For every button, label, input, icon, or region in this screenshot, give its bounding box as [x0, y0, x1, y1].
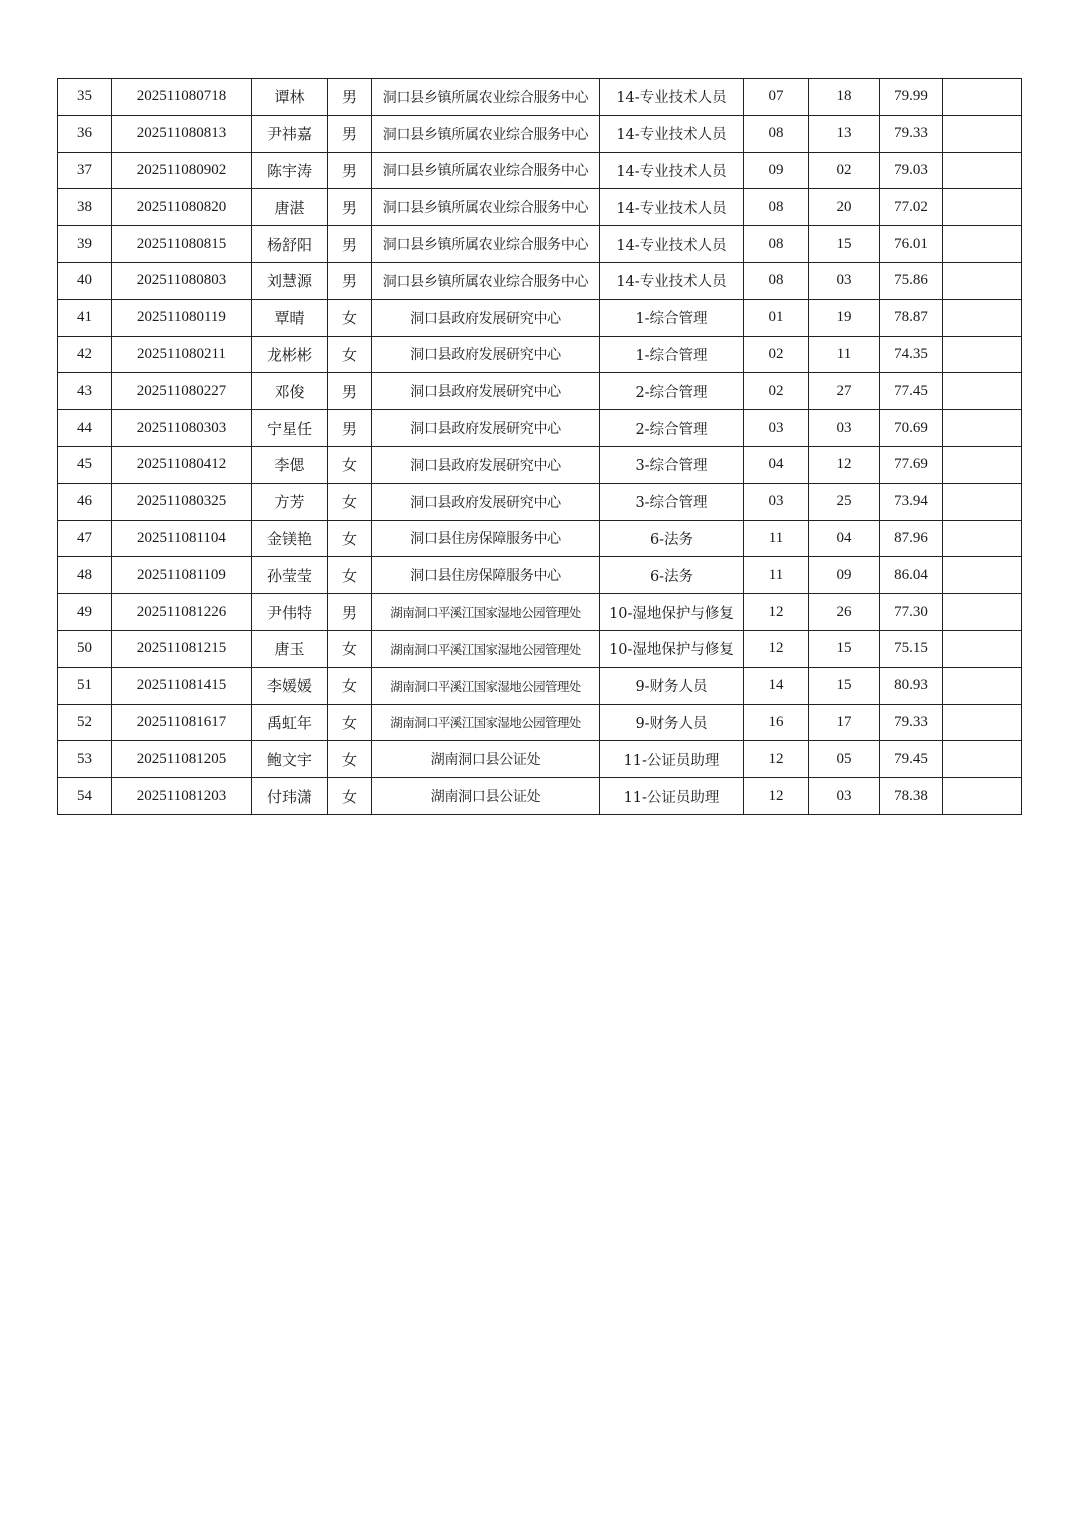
cell-unit: 洞口县政府发展研究中心: [372, 483, 600, 520]
cell-row-number: 36: [58, 115, 112, 152]
cell-score: 77.30: [880, 594, 943, 631]
cell-name: 李媛媛: [252, 667, 328, 704]
results-table: [57, 78, 1022, 815]
cell-post: 1-综合管理: [600, 299, 744, 336]
cell-gender: 女: [328, 741, 372, 778]
cell-gender: 男: [328, 189, 372, 226]
cell-score: 78.38: [880, 778, 943, 815]
cell-group: 11: [744, 520, 809, 557]
cell-row-number: 44: [58, 410, 112, 447]
cell-group: 04: [744, 446, 809, 483]
cell-score: 75.15: [880, 630, 943, 667]
cell-draw-number: 11: [809, 336, 880, 373]
cell-unit: 湖南洞口县公证处: [372, 778, 600, 815]
cell-group: 08: [744, 226, 809, 263]
cell-name: 宁星任: [252, 410, 328, 447]
table-row: [58, 152, 1022, 189]
cell-name: 刘慧源: [252, 262, 328, 299]
cell-gender: 女: [328, 630, 372, 667]
table-row: [58, 79, 1022, 116]
cell-gender: 男: [328, 79, 372, 116]
cell-gender: 女: [328, 336, 372, 373]
cell-name: 陈宇涛: [252, 152, 328, 189]
cell-post: 14-专业技术人员: [600, 115, 744, 152]
cell-name: 禹虹年: [252, 704, 328, 741]
cell-row-number: 49: [58, 594, 112, 631]
cell-draw-number: 12: [809, 446, 880, 483]
cell-group: 01: [744, 299, 809, 336]
cell-post: 14-专业技术人员: [600, 262, 744, 299]
cell-score: 79.03: [880, 152, 943, 189]
cell-exam-id: 202511080902: [112, 152, 252, 189]
cell-group: 14: [744, 667, 809, 704]
cell-remark: [943, 778, 1022, 815]
cell-score: 79.33: [880, 115, 943, 152]
cell-exam-id: 202511081226: [112, 594, 252, 631]
cell-group: 02: [744, 336, 809, 373]
cell-name: 唐玉: [252, 630, 328, 667]
cell-post: 14-专业技术人员: [600, 79, 744, 116]
cell-score: 74.35: [880, 336, 943, 373]
table-row: [58, 667, 1022, 704]
cell-name: 尹伟特: [252, 594, 328, 631]
cell-unit: 湖南洞口平溪江国家湿地公园管理处: [372, 594, 600, 631]
table-body: [58, 79, 1022, 815]
table-row: [58, 483, 1022, 520]
cell-post: 14-专业技术人员: [600, 226, 744, 263]
cell-score: 80.93: [880, 667, 943, 704]
cell-group: 02: [744, 373, 809, 410]
cell-score: 77.69: [880, 446, 943, 483]
cell-unit: 洞口县政府发展研究中心: [372, 299, 600, 336]
cell-gender: 女: [328, 299, 372, 336]
cell-row-number: 45: [58, 446, 112, 483]
cell-unit: 洞口县政府发展研究中心: [372, 410, 600, 447]
cell-group: 03: [744, 483, 809, 520]
cell-exam-id: 202511081109: [112, 557, 252, 594]
cell-post: 11-公证员助理: [600, 778, 744, 815]
cell-exam-id: 202511080303: [112, 410, 252, 447]
cell-unit: 湖南洞口平溪江国家湿地公园管理处: [372, 630, 600, 667]
cell-name: 杨舒阳: [252, 226, 328, 263]
table-row: [58, 741, 1022, 778]
cell-draw-number: 25: [809, 483, 880, 520]
cell-score: 73.94: [880, 483, 943, 520]
cell-gender: 男: [328, 226, 372, 263]
cell-gender: 女: [328, 520, 372, 557]
cell-post: 9-财务人员: [600, 704, 744, 741]
cell-exam-id: 202511080412: [112, 446, 252, 483]
cell-row-number: 37: [58, 152, 112, 189]
cell-remark: [943, 520, 1022, 557]
table-row: [58, 410, 1022, 447]
cell-exam-id: 202511080119: [112, 299, 252, 336]
cell-group: 11: [744, 557, 809, 594]
table-row: [58, 189, 1022, 226]
cell-gender: 女: [328, 557, 372, 594]
cell-post: 14-专业技术人员: [600, 152, 744, 189]
cell-draw-number: 05: [809, 741, 880, 778]
cell-draw-number: 02: [809, 152, 880, 189]
cell-draw-number: 15: [809, 630, 880, 667]
cell-gender: 女: [328, 778, 372, 815]
cell-post: 6-法务: [600, 520, 744, 557]
cell-remark: [943, 262, 1022, 299]
cell-remark: [943, 152, 1022, 189]
cell-remark: [943, 483, 1022, 520]
cell-draw-number: 04: [809, 520, 880, 557]
table-row: [58, 373, 1022, 410]
table-row: [58, 226, 1022, 263]
cell-row-number: 53: [58, 741, 112, 778]
cell-gender: 男: [328, 410, 372, 447]
cell-unit: 洞口县乡镇所属农业综合服务中心: [372, 152, 600, 189]
table-row: [58, 446, 1022, 483]
cell-row-number: 48: [58, 557, 112, 594]
cell-remark: [943, 667, 1022, 704]
cell-row-number: 39: [58, 226, 112, 263]
cell-draw-number: 15: [809, 667, 880, 704]
cell-score: 79.33: [880, 704, 943, 741]
cell-name: 覃晴: [252, 299, 328, 336]
cell-group: 16: [744, 704, 809, 741]
cell-remark: [943, 557, 1022, 594]
cell-group: 12: [744, 778, 809, 815]
cell-name: 孙莹莹: [252, 557, 328, 594]
cell-score: 79.45: [880, 741, 943, 778]
cell-group: 09: [744, 152, 809, 189]
cell-draw-number: 26: [809, 594, 880, 631]
cell-draw-number: 09: [809, 557, 880, 594]
cell-group: 12: [744, 630, 809, 667]
cell-name: 唐湛: [252, 189, 328, 226]
cell-score: 70.69: [880, 410, 943, 447]
cell-remark: [943, 373, 1022, 410]
cell-group: 08: [744, 262, 809, 299]
cell-gender: 女: [328, 667, 372, 704]
cell-remark: [943, 594, 1022, 631]
table-row: [58, 557, 1022, 594]
cell-row-number: 54: [58, 778, 112, 815]
cell-post: 2-综合管理: [600, 410, 744, 447]
cell-score: 77.45: [880, 373, 943, 410]
cell-gender: 男: [328, 262, 372, 299]
cell-row-number: 41: [58, 299, 112, 336]
cell-unit: 洞口县政府发展研究中心: [372, 446, 600, 483]
cell-row-number: 46: [58, 483, 112, 520]
cell-exam-id: 202511081215: [112, 630, 252, 667]
cell-name: 邓俊: [252, 373, 328, 410]
cell-remark: [943, 299, 1022, 336]
cell-score: 77.02: [880, 189, 943, 226]
cell-row-number: 47: [58, 520, 112, 557]
cell-row-number: 43: [58, 373, 112, 410]
table-row: [58, 520, 1022, 557]
cell-draw-number: 18: [809, 79, 880, 116]
cell-unit: 洞口县乡镇所属农业综合服务中心: [372, 115, 600, 152]
cell-row-number: 50: [58, 630, 112, 667]
cell-post: 2-综合管理: [600, 373, 744, 410]
cell-row-number: 52: [58, 704, 112, 741]
cell-unit: 洞口县住房保障服务中心: [372, 557, 600, 594]
table-row: [58, 704, 1022, 741]
cell-unit: 洞口县乡镇所属农业综合服务中心: [372, 262, 600, 299]
cell-name: 李偲: [252, 446, 328, 483]
cell-group: 12: [744, 594, 809, 631]
cell-gender: 女: [328, 446, 372, 483]
cell-remark: [943, 336, 1022, 373]
cell-name: 付玮潇: [252, 778, 328, 815]
cell-remark: [943, 226, 1022, 263]
cell-exam-id: 202511081415: [112, 667, 252, 704]
cell-row-number: 40: [58, 262, 112, 299]
cell-draw-number: 13: [809, 115, 880, 152]
table-row: [58, 630, 1022, 667]
cell-exam-id: 202511081617: [112, 704, 252, 741]
cell-draw-number: 27: [809, 373, 880, 410]
cell-group: 12: [744, 741, 809, 778]
cell-exam-id: 202511081205: [112, 741, 252, 778]
cell-group: 07: [744, 79, 809, 116]
cell-name: 尹祎嘉: [252, 115, 328, 152]
cell-post: 14-专业技术人员: [600, 189, 744, 226]
cell-score: 76.01: [880, 226, 943, 263]
cell-remark: [943, 189, 1022, 226]
cell-post: 11-公证员助理: [600, 741, 744, 778]
cell-post: 3-综合管理: [600, 483, 744, 520]
cell-unit: 洞口县住房保障服务中心: [372, 520, 600, 557]
cell-exam-id: 202511081104: [112, 520, 252, 557]
table-row: [58, 115, 1022, 152]
cell-unit: 洞口县乡镇所属农业综合服务中心: [372, 189, 600, 226]
cell-exam-id: 202511080820: [112, 189, 252, 226]
cell-unit: 湖南洞口县公证处: [372, 741, 600, 778]
cell-remark: [943, 704, 1022, 741]
cell-exam-id: 202511080815: [112, 226, 252, 263]
cell-row-number: 51: [58, 667, 112, 704]
cell-post: 9-财务人员: [600, 667, 744, 704]
cell-remark: [943, 741, 1022, 778]
cell-remark: [943, 115, 1022, 152]
cell-name: 鲍文宇: [252, 741, 328, 778]
cell-exam-id: 202511080813: [112, 115, 252, 152]
cell-gender: 男: [328, 373, 372, 410]
cell-remark: [943, 446, 1022, 483]
cell-name: 谭林: [252, 79, 328, 116]
cell-gender: 女: [328, 704, 372, 741]
cell-score: 87.96: [880, 520, 943, 557]
cell-draw-number: 19: [809, 299, 880, 336]
table-row: [58, 594, 1022, 631]
cell-remark: [943, 79, 1022, 116]
cell-draw-number: 03: [809, 778, 880, 815]
cell-gender: 男: [328, 152, 372, 189]
cell-post: 3-综合管理: [600, 446, 744, 483]
cell-score: 75.86: [880, 262, 943, 299]
table-row: [58, 336, 1022, 373]
cell-post: 10-湿地保护与修复: [600, 594, 744, 631]
cell-unit: 湖南洞口平溪江国家湿地公园管理处: [372, 667, 600, 704]
cell-name: 金镁艳: [252, 520, 328, 557]
cell-remark: [943, 630, 1022, 667]
cell-name: 方芳: [252, 483, 328, 520]
cell-score: 86.04: [880, 557, 943, 594]
cell-group: 08: [744, 115, 809, 152]
cell-exam-id: 202511080718: [112, 79, 252, 116]
cell-exam-id: 202511080227: [112, 373, 252, 410]
cell-group: 08: [744, 189, 809, 226]
cell-score: 79.99: [880, 79, 943, 116]
cell-draw-number: 03: [809, 410, 880, 447]
table-row: [58, 299, 1022, 336]
cell-exam-id: 202511080803: [112, 262, 252, 299]
cell-unit: 洞口县政府发展研究中心: [372, 373, 600, 410]
cell-gender: 男: [328, 115, 372, 152]
cell-name: 龙彬彬: [252, 336, 328, 373]
cell-group: 03: [744, 410, 809, 447]
cell-unit: 洞口县乡镇所属农业综合服务中心: [372, 226, 600, 263]
cell-draw-number: 17: [809, 704, 880, 741]
cell-draw-number: 20: [809, 189, 880, 226]
table-row: [58, 262, 1022, 299]
cell-gender: 男: [328, 594, 372, 631]
cell-gender: 女: [328, 483, 372, 520]
cell-exam-id: 202511080325: [112, 483, 252, 520]
cell-score: 78.87: [880, 299, 943, 336]
cell-row-number: 35: [58, 79, 112, 116]
table-row: [58, 778, 1022, 815]
cell-remark: [943, 410, 1022, 447]
cell-post: 1-综合管理: [600, 336, 744, 373]
cell-draw-number: 03: [809, 262, 880, 299]
cell-exam-id: 202511080211: [112, 336, 252, 373]
cell-post: 10-湿地保护与修复: [600, 630, 744, 667]
cell-row-number: 42: [58, 336, 112, 373]
cell-post: 6-法务: [600, 557, 744, 594]
cell-unit: 湖南洞口平溪江国家湿地公园管理处: [372, 704, 600, 741]
cell-draw-number: 15: [809, 226, 880, 263]
cell-unit: 洞口县乡镇所属农业综合服务中心: [372, 79, 600, 116]
cell-unit: 洞口县政府发展研究中心: [372, 336, 600, 373]
cell-row-number: 38: [58, 189, 112, 226]
cell-exam-id: 202511081203: [112, 778, 252, 815]
